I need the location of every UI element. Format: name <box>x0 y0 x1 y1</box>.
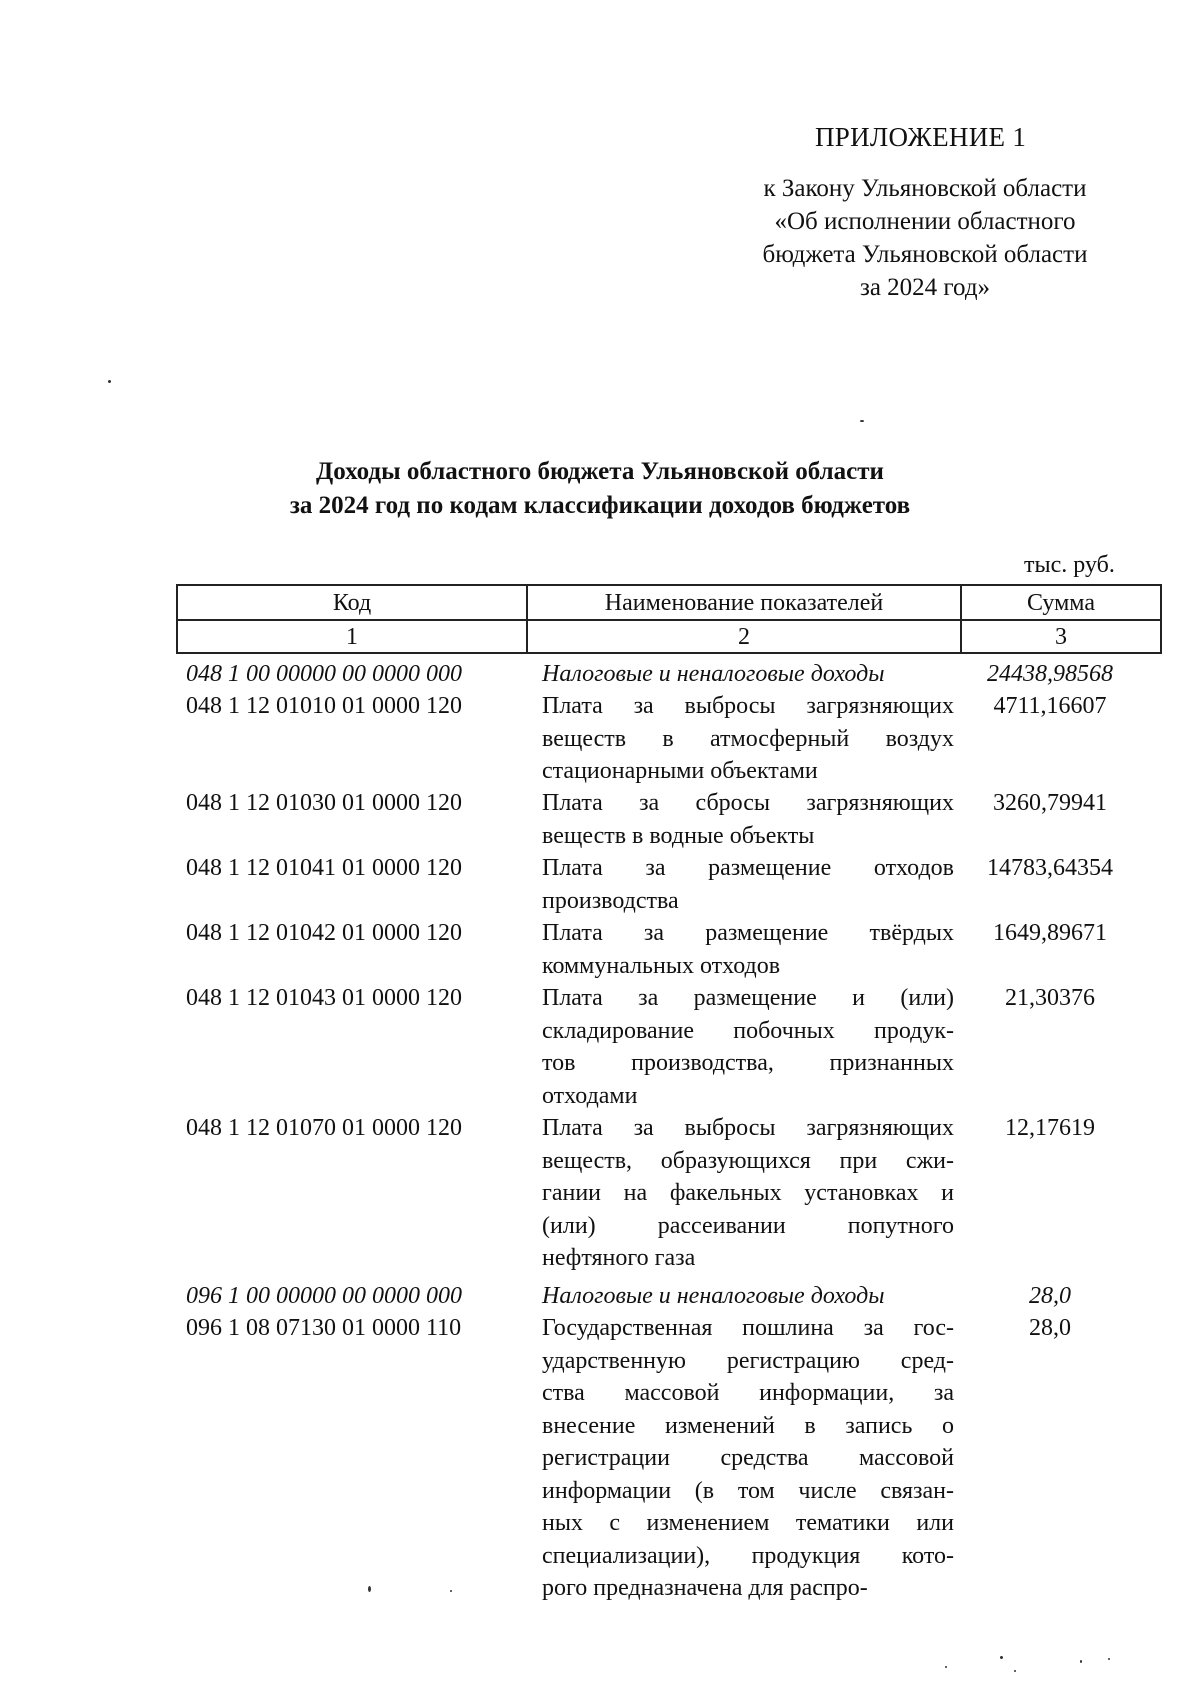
row-code: 048 1 12 01041 01 0000 120 <box>186 855 462 881</box>
scan-speck <box>1000 1656 1003 1659</box>
row-name-line: рого предназначена для распро- <box>542 1575 868 1601</box>
scan-speck <box>368 1586 371 1592</box>
row-name <box>542 852 954 917</box>
row-name-line: нефтяного газа <box>542 1245 696 1271</box>
row-name-line: (или) рассеивании попутного <box>542 1212 954 1239</box>
row-sum: 14783,64354 <box>987 855 1113 881</box>
row-sum: 28,0 <box>1029 1283 1071 1309</box>
row-name <box>542 1280 954 1313</box>
row-name-line: Плата за размещение твёрдых <box>542 920 954 946</box>
row-name-line: информации (в том числе связан- <box>542 1477 954 1504</box>
row-name-line: веществ в атмосферный воздух <box>542 725 954 752</box>
row-code: 048 1 12 01042 01 0000 120 <box>186 920 462 946</box>
document-title-line-1: Доходы областного бюджета Ульяновской области <box>316 458 884 485</box>
subtitle-line: «Об исполнении областного <box>774 208 1076 235</box>
row-name-line: веществ, образующихся при сжи- <box>542 1147 954 1174</box>
row-name-line: коммунальных отходов <box>542 952 781 979</box>
row-name-line: специализации), продукция кото- <box>542 1542 954 1569</box>
row-name-line: ударственную регистрацию сред- <box>542 1347 954 1374</box>
document-title-line-2: за 2024 год по кодам классификации доходов бюджетов <box>289 492 911 519</box>
row-code: 048 1 12 01030 01 0000 120 <box>186 790 462 816</box>
row-name-line: гании на факельных установках и <box>542 1180 954 1206</box>
row-sum: 28,0 <box>1029 1315 1071 1341</box>
row-name <box>542 982 954 1112</box>
row-name <box>542 787 954 852</box>
subtitle-line: за 2024 год» <box>859 274 991 301</box>
row-name <box>542 1112 954 1275</box>
row-name <box>542 690 954 788</box>
scan-speck <box>1080 1660 1082 1663</box>
row-code: 048 1 12 01070 01 0000 120 <box>186 1115 462 1141</box>
row-name-line: внесение изменений в запись о <box>542 1412 954 1439</box>
units-label: тыс. руб. <box>1024 552 1115 578</box>
row-sum: 21,30376 <box>1005 985 1095 1011</box>
row-name-line: производства <box>542 887 679 914</box>
column-number: 2 <box>527 620 961 653</box>
row-name-line: ных с изменением тематики или <box>542 1510 954 1536</box>
appendix-title: ПРИЛОЖЕНИЕ 1 <box>815 122 1027 152</box>
row-code: 048 1 00 00000 00 0000 000 <box>186 661 462 687</box>
row-sum: 1649,89671 <box>993 920 1107 946</box>
row-name-line: тов производства, признанных <box>542 1050 954 1076</box>
row-name-line: Налоговые и неналоговые доходы <box>542 1283 885 1309</box>
row-name-line: Плата за выбросы загрязняющих <box>542 693 954 719</box>
row-name-line: веществ в водные объекты <box>542 822 815 849</box>
row-name-line: Государственная пошлина за гос- <box>542 1315 954 1341</box>
row-name-line: Плата за сбросы загрязняющих <box>542 790 954 816</box>
scan-speck <box>450 1590 452 1592</box>
table-header <box>176 584 1162 654</box>
row-name <box>542 658 954 691</box>
row-name-line: Плата за размещение и (или) <box>542 985 954 1011</box>
row-code: 048 1 12 01010 01 0000 120 <box>186 693 462 719</box>
row-code: 096 1 08 07130 01 0000 110 <box>186 1315 462 1341</box>
row-name-line: ства массовой информации, за <box>542 1380 954 1406</box>
row-sum: 12,17619 <box>1005 1115 1095 1141</box>
column-header-code: Код <box>177 585 527 620</box>
subtitle-line: бюджета Ульяновской области <box>762 241 1088 268</box>
row-name-line: Плата за выбросы загрязняющих <box>542 1115 954 1141</box>
appendix-subtitle <box>700 172 1150 304</box>
row-sum: 24438,98568 <box>987 661 1113 687</box>
row-name <box>542 1312 954 1605</box>
scan-speck <box>860 420 864 422</box>
row-name-line: регистрации средства массовой <box>542 1445 954 1471</box>
scan-speck <box>108 380 111 383</box>
row-code: 048 1 12 01043 01 0000 120 <box>186 985 462 1011</box>
row-name-line: Налоговые и неналоговые доходы <box>542 661 885 687</box>
scan-speck <box>945 1666 947 1668</box>
column-number: 1 <box>177 620 527 653</box>
column-number: 3 <box>961 620 1161 653</box>
row-sum: 3260,79941 <box>993 790 1107 816</box>
row-name-line: стационарными объектами <box>542 758 818 784</box>
subtitle-line: к Закону Ульяновской области <box>763 175 1087 202</box>
row-name <box>542 917 954 982</box>
row-name-line: Плата за размещение отходов <box>542 855 954 881</box>
document-title <box>200 455 1000 523</box>
row-code: 096 1 00 00000 00 0000 000 <box>186 1283 462 1309</box>
column-header-sum: Сумма <box>961 585 1161 620</box>
scan-speck <box>1108 1658 1110 1660</box>
row-name-line: отходами <box>542 1082 638 1109</box>
column-header-name: Наименование показателей <box>527 585 961 620</box>
scan-speck <box>1014 1670 1016 1672</box>
row-sum: 4711,16607 <box>993 693 1107 719</box>
row-name-line: складирование побочных продук- <box>542 1017 954 1044</box>
